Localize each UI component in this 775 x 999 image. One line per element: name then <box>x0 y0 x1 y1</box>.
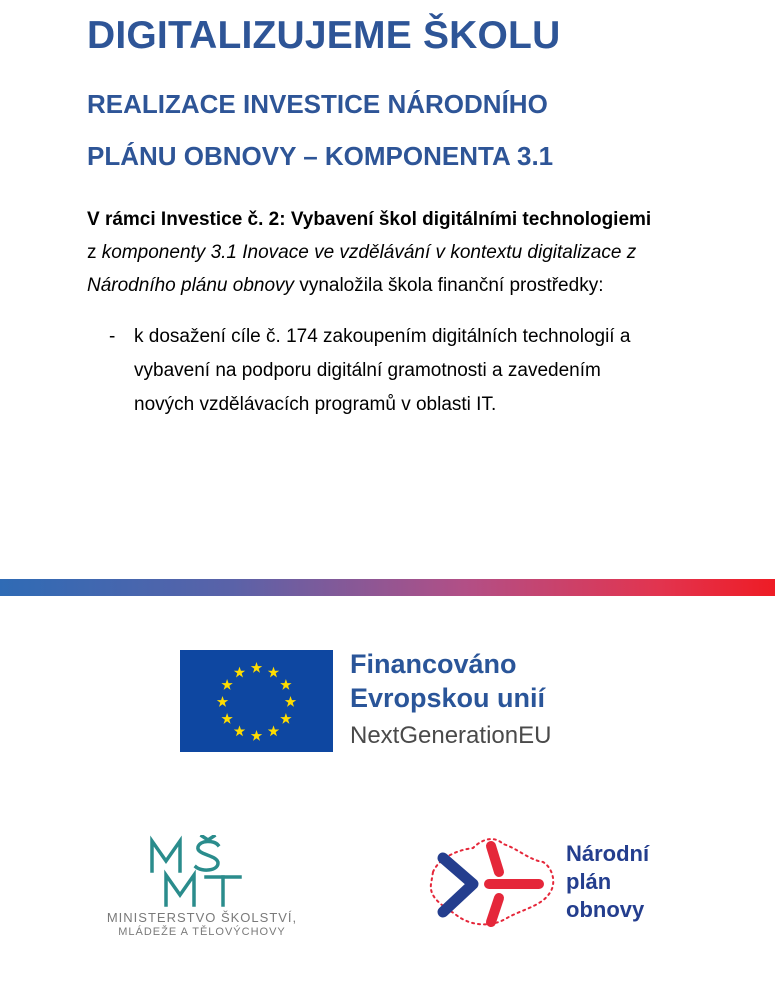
bullet-line-1: k dosažení cíle č. 174 zakoupením digitálních technologií a <box>134 326 631 347</box>
bullet-dash: - <box>109 326 116 347</box>
eu-flag-icon <box>180 650 333 752</box>
npo-line-2: plán <box>566 869 612 894</box>
npo-map-logo-icon <box>425 832 557 936</box>
bullet-line-2: vybavení na podporu digitální gramotnosti a zavedením <box>134 360 601 381</box>
gradient-divider <box>0 579 775 596</box>
msmt-monogram <box>130 835 270 910</box>
intro-italic-plan: Národního plánu obnovy <box>87 275 295 296</box>
subtitle-line-2: PLÁNU OBNOVY – KOMPONENTA 3.1 <box>87 141 554 171</box>
eu-line-3: NextGenerationEU <box>350 722 552 749</box>
npo-line-3: obnovy <box>566 897 645 922</box>
intro-rest: vynaložila škola finanční prostředky: <box>294 275 604 296</box>
subtitle-line-1: REALIZACE INVESTICE NÁRODNÍHO <box>87 89 548 119</box>
eu-funding-label <box>350 647 551 754</box>
page-title: DIGITALIZUJEME ŠKOLU <box>87 14 561 57</box>
intro-bold-text: V rámci Investice č. 2: Vybavení škol digitálními technologiemi <box>87 209 652 230</box>
intro-line-1 <box>87 203 737 236</box>
intro-line-3 <box>87 269 737 302</box>
bullet-line-3: nových vzdělávacích programů v oblasti IT. <box>134 394 497 415</box>
npo-map-graphic <box>425 832 557 936</box>
intro-prefix: z <box>87 242 102 263</box>
msmt-line-1: MINISTERSTVO ŠKOLSTVÍ, <box>106 910 298 925</box>
eu-stars-circle <box>180 650 333 752</box>
npo-line-1: Národní <box>566 841 650 866</box>
intro-paragraph <box>87 203 737 302</box>
eu-line-2: Evropskou unií <box>350 683 546 713</box>
intro-italic-component: komponenty 3.1 Inovace ve vzdělávání v kontextu digitalizace z <box>101 242 637 263</box>
msmt-logo-icon <box>130 835 270 910</box>
eu-line-1: Financováno <box>350 649 517 679</box>
intro-line-2 <box>87 236 737 269</box>
bullet-text <box>134 320 734 422</box>
npo-label <box>566 840 649 924</box>
msmt-line-2: MLÁDEŽE A TĚLOVÝCHOVY <box>118 926 286 938</box>
msmt-name <box>96 910 308 939</box>
